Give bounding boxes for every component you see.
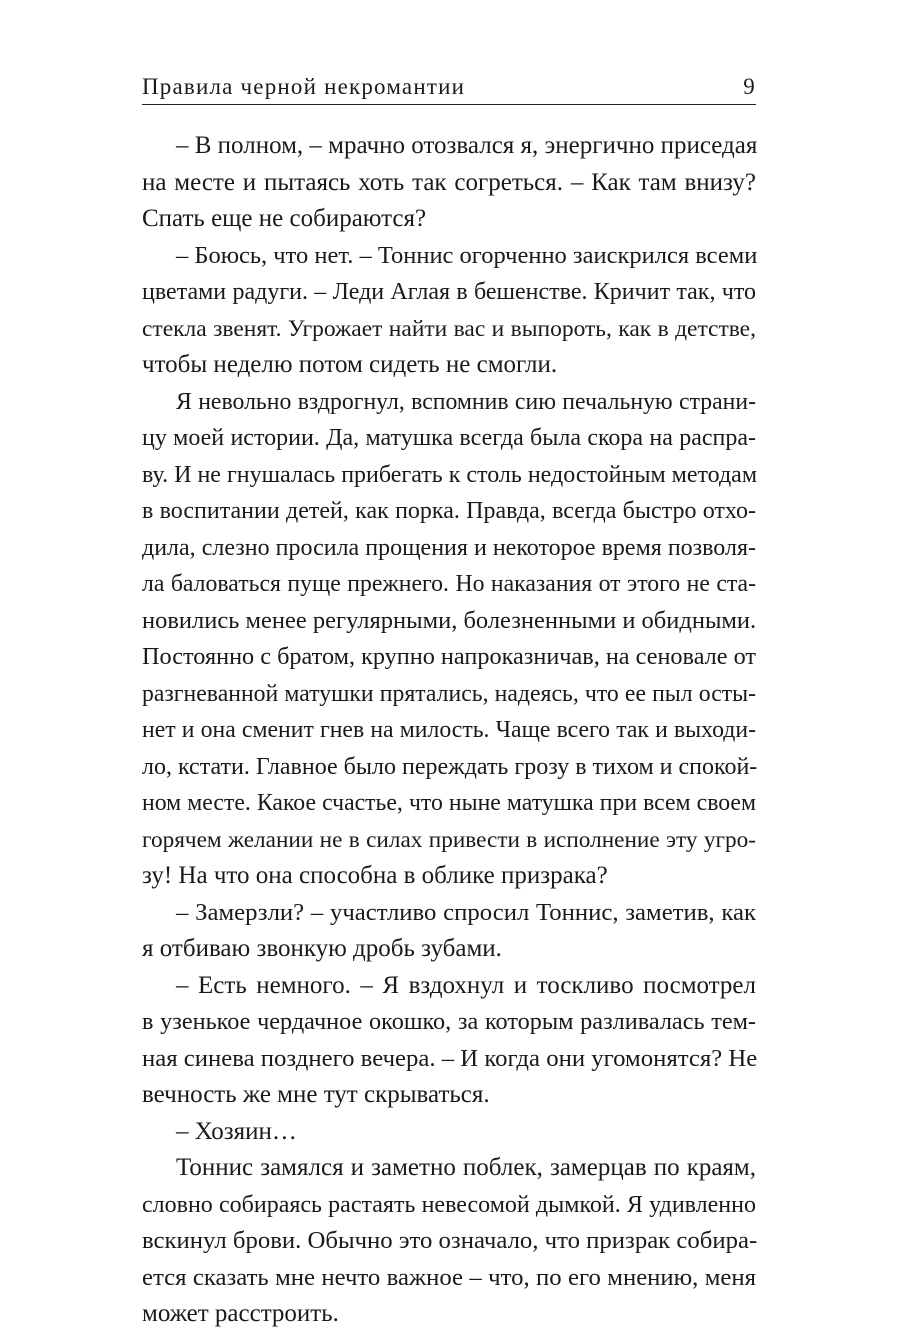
text-line: новились менее регулярными, болезненными и обидными.: [142, 606, 757, 634]
running-header: [142, 66, 756, 100]
text-line: Постоянно с братом, крупно напроказничав, на сеновале от: [142, 643, 756, 670]
text-line: – Боюсь, что нет. – Тоннис огорченно заискрился всеми: [176, 241, 758, 269]
text-line: – В полном, – мрачно отозвался я, энергично приседая: [176, 132, 758, 159]
text-line: дила, слезно просила прощения и некоторое время позволя-: [142, 534, 756, 561]
text-line: вскинул брови. Обычно это означало, что призрак собира-: [142, 1227, 758, 1254]
text-line: ла баловаться пуще прежнего. Но наказания от этого не ста-: [142, 571, 756, 597]
text-line: – Хозяин…: [176, 1117, 297, 1145]
text-line: горячем желании не в силах привести в исполнение эту угро-: [142, 826, 756, 853]
text-line: я отбиваю звонкую дробь зубами.: [142, 935, 502, 962]
text-line: в воспитании детей, как порка. Правда, всегда быстро отхо-: [142, 498, 756, 524]
text-line: ву. И не гнушалась прибегать к столь недостойным методам: [142, 461, 758, 488]
text-line: зу! На что она способна в облике призрака?: [142, 862, 608, 889]
text-line: ная синева позднего вечера. – И когда они угомонятся? Не: [142, 1044, 758, 1072]
header-rule: [142, 104, 756, 105]
text-line: в узенькое чердачное окошко, за которым разливалась тем-: [142, 1008, 756, 1035]
text-line: Спать еще не собираются?: [142, 205, 427, 232]
text-line: ном месте. Какое счастье, что ныне матушка при всем своем: [142, 790, 756, 816]
text-line: может расстроить.: [142, 1300, 339, 1327]
text-line: – Замерзли? – участливо спросил Тоннис, заметив, как: [176, 898, 756, 926]
text-line: на месте и пытаясь хоть так согреться. – Как там внизу?: [142, 168, 756, 196]
text-line: ло, кстати. Главное было переждать грозу в тихом и спокой-: [142, 753, 758, 780]
text-line: Я невольно вздрогнул, вспомнив сию печальную страни-: [176, 388, 756, 415]
text-line: нет и она сменит гнев на милость. Чаще всего так и выходи-: [142, 717, 756, 743]
text-line: стекла звенят. Угрожает найти вас и выпороть, как в детстве,: [142, 315, 756, 342]
text-line: цветами радуги. – Леди Аглая в бешенстве. Кричит так, что: [142, 279, 756, 305]
text-line: – Есть немного. – Я вздохнул и тоскливо посмотрел: [176, 971, 756, 999]
body-text: [142, 128, 756, 1333]
text-line: разгневанной матушки прятались, надеясь, что ее пыл осты-: [142, 680, 756, 707]
text-line: словно собираясь растаять невесомой дымкой. Я удивленно: [142, 1191, 756, 1218]
text-line: чтобы неделю потом сидеть не смогли.: [142, 351, 558, 378]
page-number: 9: [743, 74, 756, 99]
text-line: Тоннис замялся и заметно поблек, замерцав по краям,: [176, 1154, 756, 1181]
text-line: цу моей истории. Да, матушка всегда была скора на распра-: [142, 425, 756, 451]
text-line: ется сказать мне нечто важное – что, по его мнению, меня: [142, 1263, 756, 1291]
running-title: Правила черной некромантии: [142, 74, 466, 99]
text-line: вечность же мне тут скрываться.: [142, 1081, 490, 1108]
